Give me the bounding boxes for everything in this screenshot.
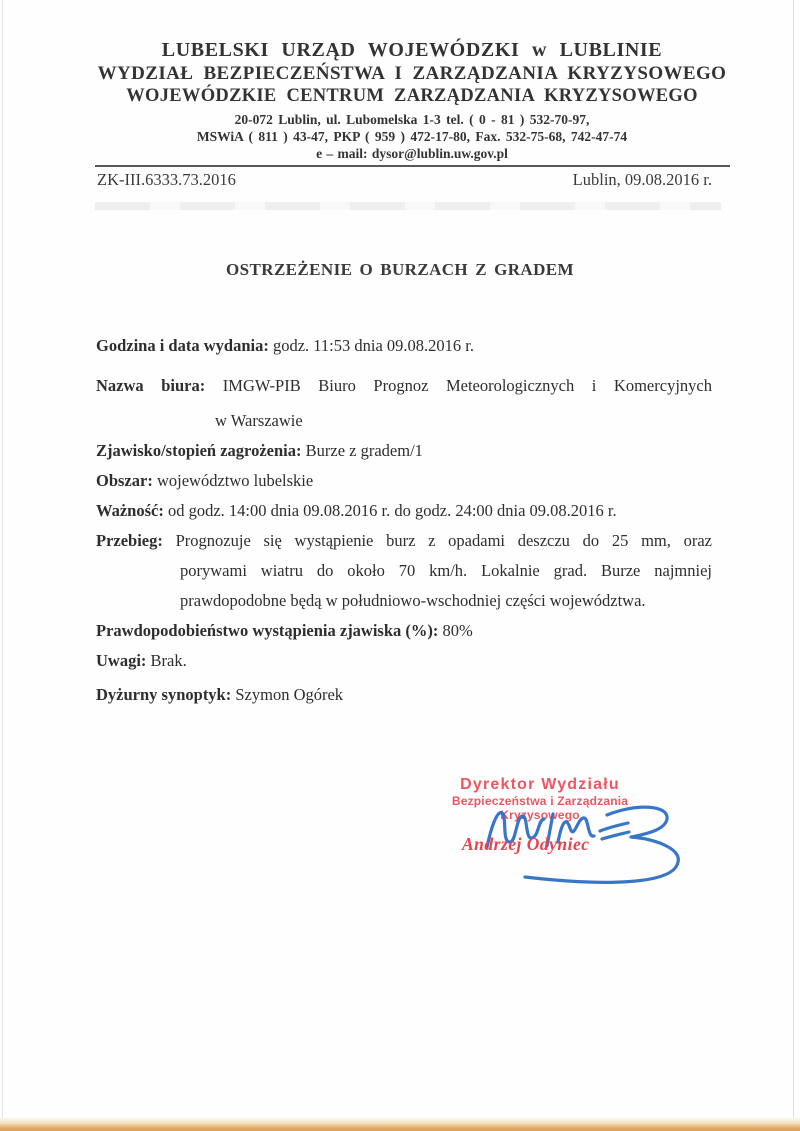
field-synoptic (96, 680, 712, 710)
field-value: porywami wiatru do około 70 km/h. Lokalnie grad. Burze najmniej (180, 561, 712, 580)
field-bureau-name (96, 371, 712, 401)
letterhead (82, 38, 742, 167)
field-value: godz. 11:53 dnia 09.08.2016 r. (272, 336, 474, 355)
org-address-line2: MSWiA ( 811 ) 43-47, PKP ( 959 ) 472-17-80, Fax. 532-75-68, 742-47-74 (196, 129, 628, 144)
field-value: Brak. (150, 651, 187, 670)
field-course-cont1 (96, 556, 712, 586)
stamp-position-line2: Bezpieczeństwa i Zarządzania Kryzysowego (451, 794, 629, 822)
field-area (96, 466, 712, 496)
field-value: IMGW-PIB Biuro Prognoz Meteorologicznych i Komercyjnych (222, 376, 712, 395)
field-label: Uwagi: (96, 651, 147, 670)
field-issue-datetime (96, 331, 712, 361)
document-title: OSTRZEŻENIE O BURZACH Z GRADEM (226, 260, 574, 279)
field-bureau-name-cont (96, 406, 712, 436)
field-label: Obszar: (96, 471, 153, 490)
org-name-line3: WOJEWÓDZKIE CENTRUM ZARZĄDZANIA KRYZYSOWEGO (126, 86, 698, 106)
field-label: Ważność: (96, 501, 164, 520)
field-value: od godz. 14:00 dnia 09.08.2016 r. do godz. 24:00 dnia 09.08.2016 r. (167, 501, 617, 520)
document-body (96, 331, 712, 710)
reference-row (97, 170, 712, 190)
place-and-date: Lublin, 09.08.2016 r. (572, 170, 712, 189)
field-label: Godzina i data wydania: (96, 336, 269, 355)
field-label: Prawdopodobieństwo wystąpienia zjawiska (%): (96, 621, 439, 640)
scan-edge-right (793, 0, 794, 1131)
scan-edge-left (2, 0, 3, 1131)
scan-edge-bottom (0, 1118, 800, 1131)
field-label: Dyżurny synoptyk: (96, 685, 232, 704)
field-remarks (96, 646, 712, 676)
field-phenomenon (96, 436, 712, 466)
field-value: Prognozuje się wystąpienie burz z opadami deszczu do 25 mm, oraz (175, 531, 713, 550)
field-value: Szymon Ogórek (235, 685, 344, 704)
stamp-position-line1: Dyrektor Wydziału (460, 776, 620, 793)
field-value: 80% (442, 621, 473, 640)
org-name-line1: LUBELSKI URZĄD WOJEWÓDZKI w LUBLINIE (161, 39, 663, 61)
field-label: Przebieg: (96, 531, 163, 550)
reference-number: ZK-III.6333.73.2016 (97, 170, 236, 189)
field-course (96, 526, 712, 556)
field-label: Zjawisko/stopień zagrożenia: (96, 441, 302, 460)
field-value: województwo lubelskie (156, 471, 314, 490)
field-label: Nazwa biura: (96, 376, 206, 395)
field-validity (96, 496, 712, 526)
field-value: prawdopodobne będą w południowo-wschodniej części województwa. (180, 591, 646, 610)
signatory-name: Andrzej Odyniec (462, 834, 590, 854)
field-value: Burze z gradem/1 (305, 441, 423, 460)
org-name-line2: WYDZIAŁ BEZPIECZEŃSTWA I ZARZĄDZANIA KRYZYSOWEGO (97, 63, 727, 84)
letterhead-rule (95, 165, 730, 167)
scan-artifact-band (95, 202, 721, 210)
field-value: w Warszawie (215, 411, 303, 430)
org-address-line1: 20-072 Lublin, ul. Lubomelska 1-3 tel. ( 0 - 81 ) 532-70-97, (234, 112, 590, 127)
field-course-cont2 (96, 586, 712, 616)
field-probability (96, 616, 712, 646)
org-email-line: e – mail: dysor@lublin.uw.gov.pl (316, 146, 508, 161)
